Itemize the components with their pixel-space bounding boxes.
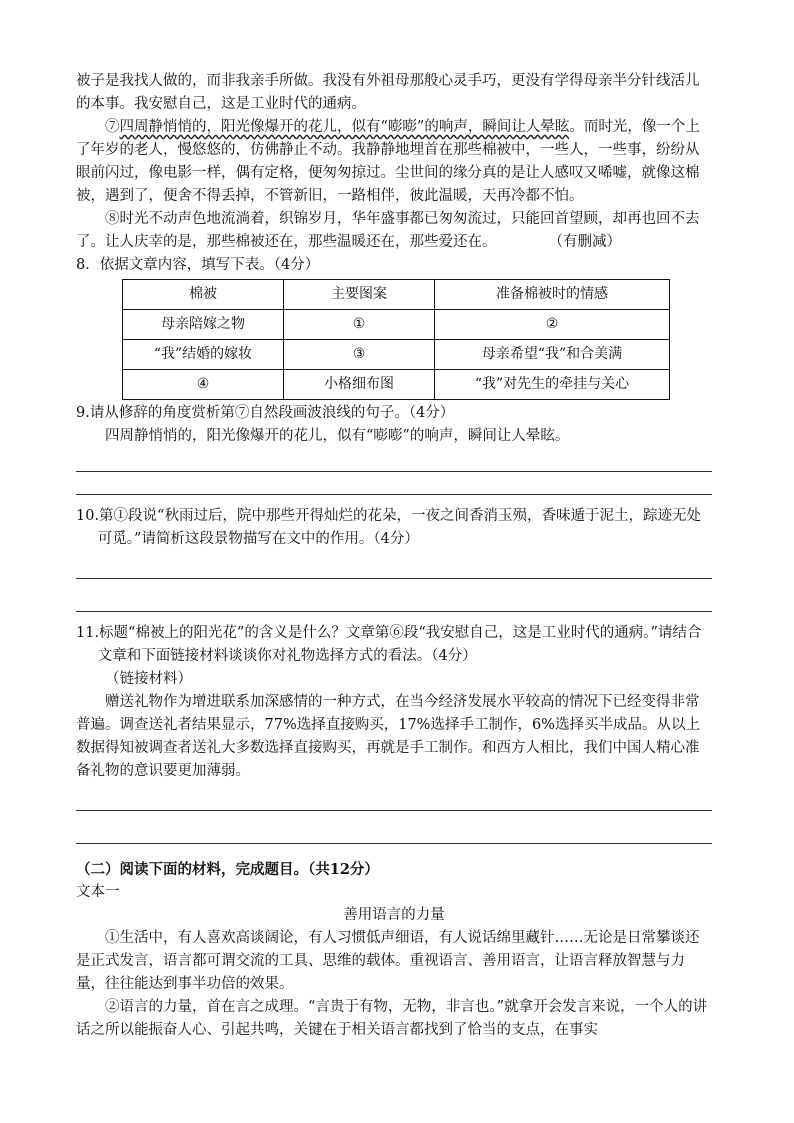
exam-page [76, 70, 712, 1042]
question-8-table [122, 279, 670, 400]
link-material-text: 赠送礼物作为增进联系加深感情的一种方式，在当今经济发展水平较高的情况下已经变得非常普遍。调查送礼者结果显示，77%选择直接购买，17%选择手工制作，6%选择买半成品。从以上数据得知被调查者送礼大多数选择直接购买，再就是手工制作。和西方人相比，我们中国人精心准备礼物的意识要更加薄弱。 [76, 694, 700, 779]
question-10-title: 10.第①段说“秋雨过后，院中那些开得灿烂的花朵，一夜之间香消玉殒，香味遁于泥土，踪迹无处可觅。”请简析这段景物描写在文中的作用。（4分） [76, 508, 701, 547]
paragraph-7-rest: 。而时光，像一个上了年岁的老人，慢悠悠的，仿佛静止不动。我静静地埋首在那些棉被中，一些人，一些事，纷纷从眼前闪过，像电影一样，偶有定格，便匆匆掠过。尘世间的缘分真的是让人感叹又唏嘘，就像这棉被，遇到了，便舍不得丢掉，不管新旧，一路相伴，彼此温暖，天再冷都不怕。 [76, 119, 700, 204]
article-title: 善用语言的力量 [343, 907, 445, 923]
table-cell[interactable]: ① [284, 310, 435, 340]
table-cell[interactable]: ② [435, 310, 670, 340]
table-cell: 小格细布图 [284, 370, 435, 400]
table-header-row [123, 280, 670, 310]
table-header: 准备棉被时的情感 [435, 280, 670, 310]
table-cell: 母亲陪嫁之物 [123, 310, 284, 340]
question-9-title: 9.请从修辞的角度赏析第⑦自然段画波浪线的句子。（4分） [76, 405, 455, 421]
table-header: 主要图案 [284, 280, 435, 310]
question-8-title: 8．依据文章内容，填写下表。（4分） [76, 257, 320, 273]
table-cell: “我”对先生的牵挂与关心 [435, 370, 670, 400]
link-material-label: （链接材料） [105, 671, 192, 687]
table-cell: “我”结婚的嫁妆 [123, 340, 284, 370]
section-2-heading: （二）阅读下面的材料，完成题目。（共12分） [76, 861, 379, 878]
abridged-note: （有删减） [548, 234, 621, 250]
article-paragraph-1: ①生活中，有人喜欢高谈阔论，有人习惯低声细语，有人说话绵里藏针……无论是日常攀谈还是正式发言，语言都可谓交流的工具、思维的载体。重视语言、善用语言，让语言释放智慧与力量，往往能达到事半功倍的效果。 [76, 930, 700, 992]
article-paragraph-2: ②语言的力量，首在言之成理。“言贵于有物，无物，非言也。”就拿开会发言来说，一个人的讲话之所以能振奋人心、引起共鸣，关键在于相关语言都找到了恰当的支点，在事实 [76, 999, 708, 1038]
text-one-label: 文本一 [76, 884, 120, 900]
table-header: 棉被 [123, 280, 284, 310]
table-cell[interactable]: ③ [284, 340, 435, 370]
table-row [123, 310, 670, 340]
paragraph-7 [76, 116, 712, 208]
paragraph-8 [76, 208, 712, 254]
question-9-quote: 四周静悄悄的，阳光像爆开的花儿，似有“嘭嘭”的响声，瞬间让人晕眩。 [105, 428, 570, 444]
table-row [123, 370, 670, 400]
table-row [123, 340, 670, 370]
table-cell: 母亲希望“我”和合美满 [435, 340, 670, 370]
paragraph-8-text: ⑧时光不动声色地流淌着，织锦岁月，华年盛事都已匆匆流过，只能回首望顾，却再也回不去了。让人庆幸的是，那些棉被还在，那些温暖还在，那些爱还在。 [76, 211, 700, 250]
table-cell[interactable]: ④ [123, 370, 284, 400]
paragraph-7-marker: ⑦ [105, 119, 120, 135]
paragraph-6-tail: 被子是我找人做的，而非我亲手所做。我没有外祖母那般心灵手巧，更没有学得母亲半分针线活儿的本事。我安慰自己，这是工业时代的通病。 [76, 73, 700, 112]
wavy-sentence: 四周静悄悄的，阳光像爆开的花儿，似有“嘭嘭”的响声，瞬间让人晕眩 [119, 119, 570, 135]
question-11-title: 11.标题“棉被上的阳光花”的含义是什么？文章第⑥段“我安慰自己，这是工业时代的通病。”请结合文章和下面链接材料谈谈你对礼物选择方式的看法。（4分） [76, 625, 702, 664]
